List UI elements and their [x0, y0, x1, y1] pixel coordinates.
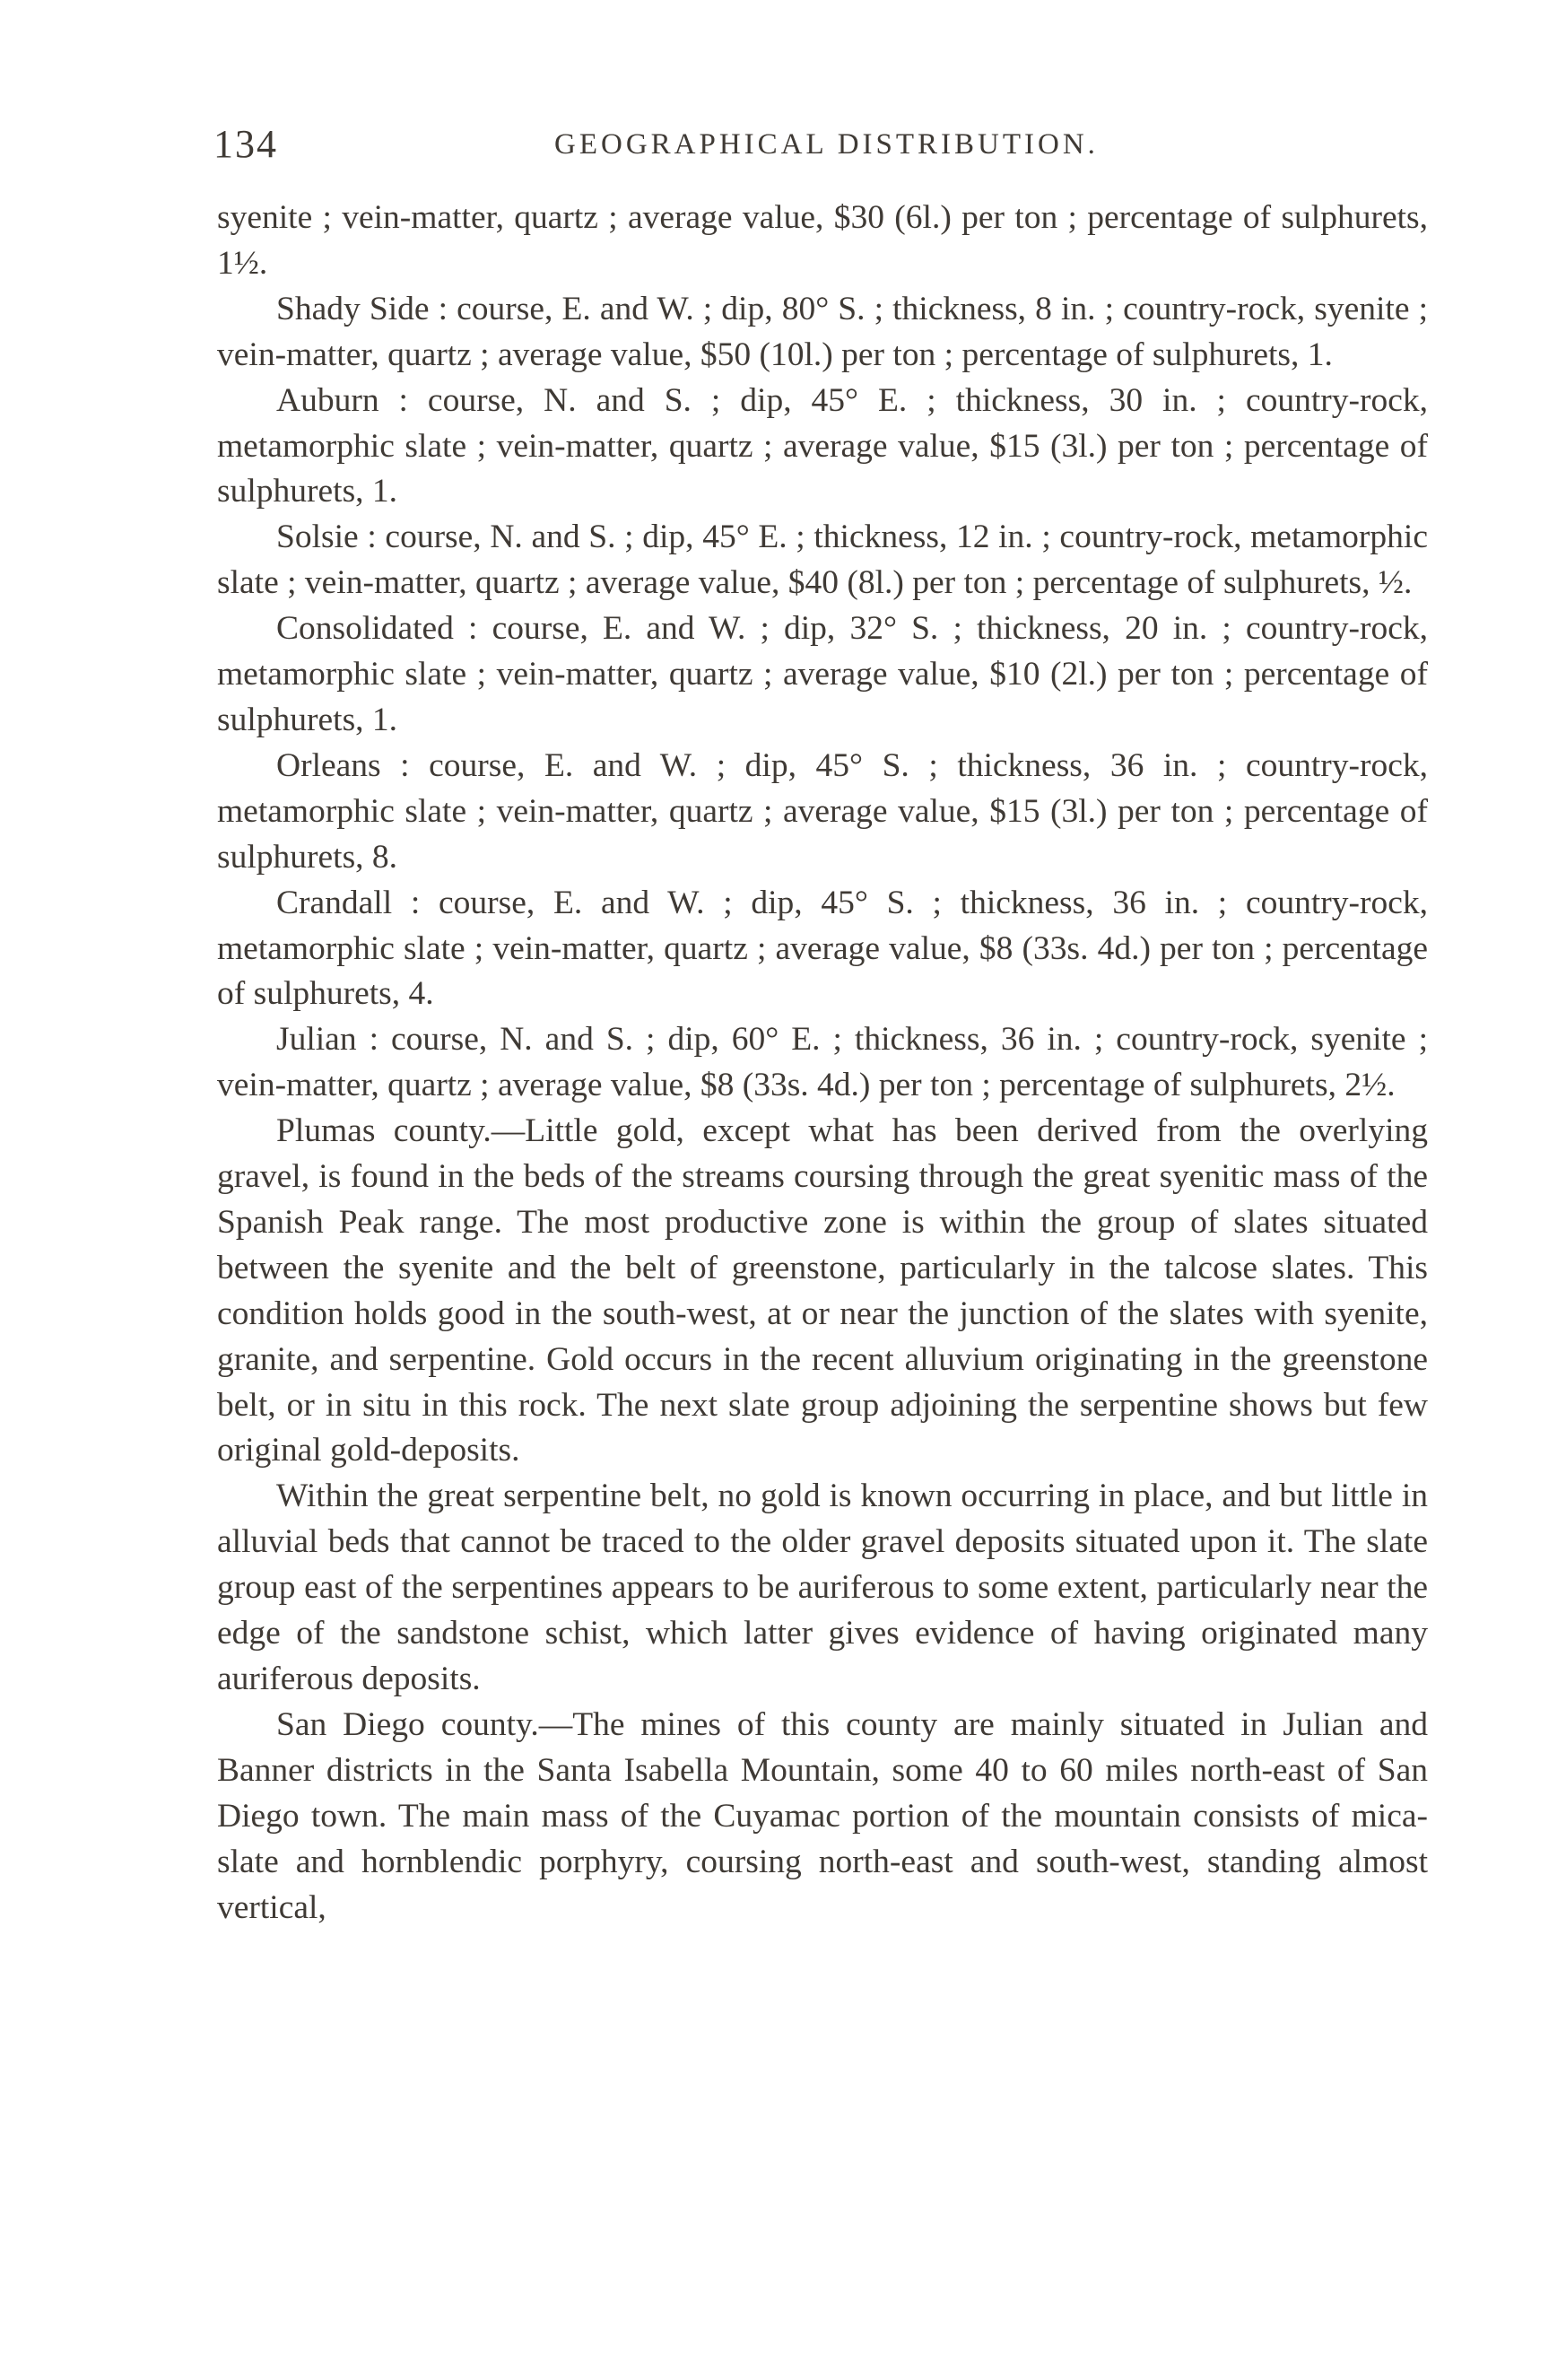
paragraph-plumas-county: Plumas county.—Little gold, except what has been derived from the overlying gravel, is found in the beds of the streams coursing through the great syenitic mass of the Spanish Peak range. The most productive zone is within the group of slates situated between the syenite and the belt of greenstone, particularly in the talcose slates. This condition holds good in the south-west, at or near the junction of the slates with syenite, granite, and serpentine. Gold occurs in the recent alluvium originating in the greenstone belt, or in situ in this rock. The next slate group adjoining the serpentine shows but few original gold-deposits.	[217, 1112, 1428, 1469]
paragraph-solsie: Solsie : course, N. and S. ; dip, 45° E. ; thickness, 12 in. ; country-rock, metamorphic slate ; vein-matter, quartz ; average value, $40 (8l.) per ton ; percentage of sulphurets, ½.	[217, 519, 1428, 602]
paragraph-auburn: Auburn : course, N. and S. ; dip, 45° E. ; thickness, 30 in. ; country-rock, metamorphic slate ; vein-matter, quartz ; average value, $15 (3l.) per ton ; percentage of sulphurets, 1.	[217, 381, 1428, 510]
paragraph-julian: Julian : course, N. and S. ; dip, 60° E. ; thickness, 36 in. ; country-rock, syenite ; vein-matter, quartz ; average value, $8 (33s. 4d.) per ton ; percentage of sulphurets, 2½.	[217, 1021, 1428, 1104]
paragraph-crandall: Crandall : course, E. and W. ; dip, 45° S. ; thickness, 36 in. ; country-rock, metamorphic slate ; vein-matter, quartz ; average value, $8 (33s. 4d.) per ton ; percentage of sulphurets, 4.	[217, 884, 1428, 1013]
paragraph-san-diego-county: San Diego county.—The mines of this county are mainly situated in Julian and Banner districts in the Santa Isabella Mountain, some 40 to 60 miles north-east of San Diego town. The main mass of the Cuyamac portion of the mountain consists of mica-slate and hornblendic porphyry, coursing north-east and south-west, standing almost vertical,	[217, 1705, 1428, 1926]
paragraph-serpentine-belt: Within the great serpentine belt, no gold is known occurring in place, and but little in alluvial beds that cannot be traced to the older gravel deposits situated upon it. The slate group east of the serpentines appears to be auriferous to some extent, particularly near the edge of the sandstone schist, which latter gives evidence of having originated many auriferous deposits.	[217, 1478, 1428, 1697]
running-title: GEOGRAPHICAL DISTRIBUTION.	[554, 128, 1099, 161]
body-text	[217, 196, 1428, 1931]
page-number: 134	[213, 122, 278, 166]
paragraph-shady-side: Shady Side : course, E. and W. ; dip, 80° S. ; thickness, 8 in. ; country-rock, syenite ; vein-matter, quartz ; average value, $50 (10l.) per ton ; percentage of sulphurets, 1.	[217, 290, 1428, 373]
paragraph-orleans: Orleans : course, E. and W. ; dip, 45° S. ; thickness, 36 in. ; country-rock, metamorphic slate ; vein-matter, quartz ; average value, $15 (3l.) per ton ; percentage of sulphurets, 8.	[217, 746, 1428, 876]
paragraph-continuation: syenite ; vein-matter, quartz ; average value, $30 (6l.) per ton ; percentage of sulphurets, 1½.	[217, 199, 1428, 282]
paragraph-consolidated: Consolidated : course, E. and W. ; dip, 32° S. ; thickness, 20 in. ; country-rock, metamorphic slate ; vein-matter, quartz ; average value, $10 (2l.) per ton ; percentage of sulphurets, 1.	[217, 610, 1428, 738]
page-header	[213, 121, 1353, 175]
